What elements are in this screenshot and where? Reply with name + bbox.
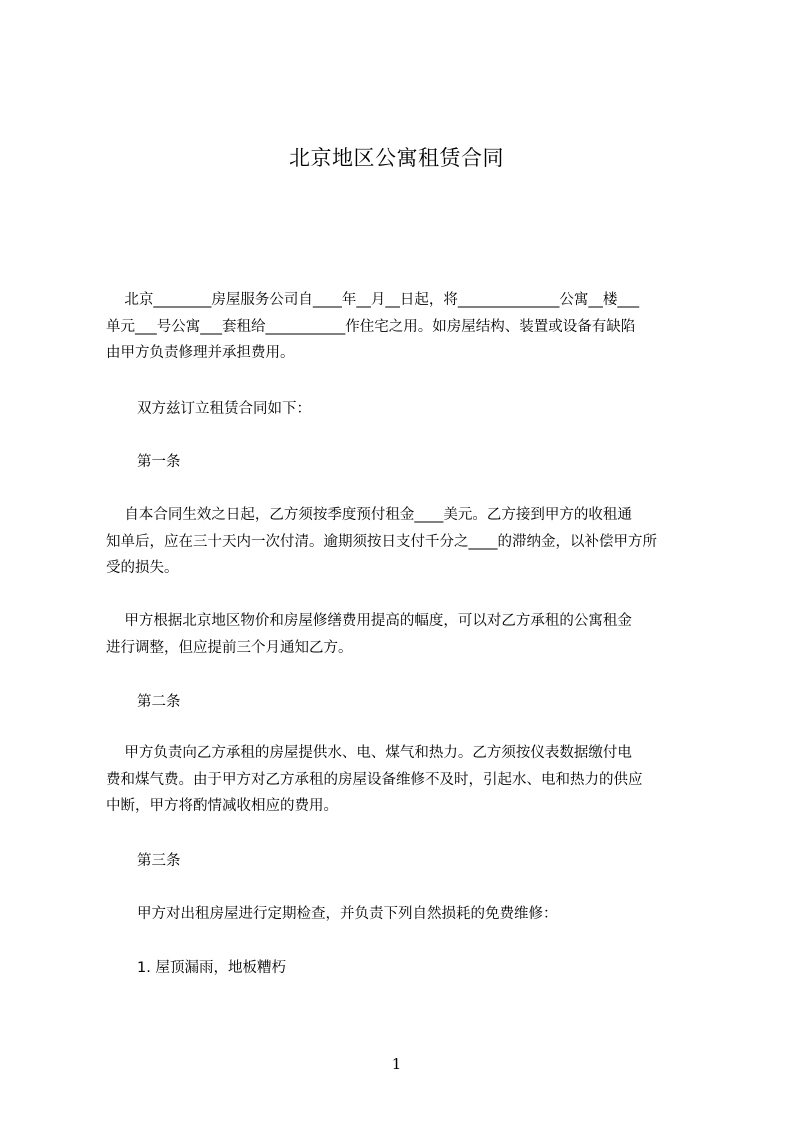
page-number: 1 [391,1055,402,1073]
article-2-heading: 第二条 [137,694,181,710]
paragraph-line: 知单后，应在三十天内一次付清。逾期须按日支付千分之____的滞纳金，以补偿甲方所 [106,533,657,550]
intro-paragraph [106,287,702,367]
article-2-paragraph-1 [106,740,702,820]
article-3-paragraph-1: 甲方对出租房屋进行定期检查，并负责下列自然损耗的免费维修： [137,906,558,922]
agreement-line: 双方兹订立租赁合同如下： [137,401,311,417]
article-1-paragraph-1 [106,502,702,582]
document-title: 北京地区公寓租赁合同 [289,146,504,170]
article-1-heading: 第一条 [137,454,181,470]
paragraph-line: 中断，甲方将酌情减收相应的费用。 [106,798,338,814]
article-3-list-item-1: 1. 屋顶漏雨，地板糟朽 [137,960,286,976]
paragraph-line: 甲方根据北京地区物价和房屋修缮费用提高的幅度，可以对乙方承租的公寓租金 [106,613,632,629]
article-3-heading: 第三条 [137,853,181,869]
paragraph-line: 费和煤气费。由于甲方对乙方承租的房屋设备维修不及时，引起水、电和热力的供应 [106,771,643,788]
article-1-paragraph-2 [106,608,702,661]
paragraph-line: 自本合同生效之日起，乙方须按季度预付租金____美元。乙方接到甲方的收租通 [106,507,632,523]
intro-line: 单元___号公寓___套租给___________作住宅之用。如房屋结构、装置或设备有缺陷 [106,318,636,335]
intro-line: 由甲方负责修理并承担费用。 [106,345,295,361]
paragraph-line: 受的损失。 [106,560,179,576]
intro-line: 北京________房屋服务公司自____年__月__日起，将______________公寓__楼___ [106,292,640,308]
paragraph-line: 甲方负责向乙方承租的房屋提供水、电、煤气和热力。乙方须按仪表数据缴付电 [106,745,632,761]
paragraph-line: 进行调整，但应提前三个月通知乙方。 [106,639,353,656]
